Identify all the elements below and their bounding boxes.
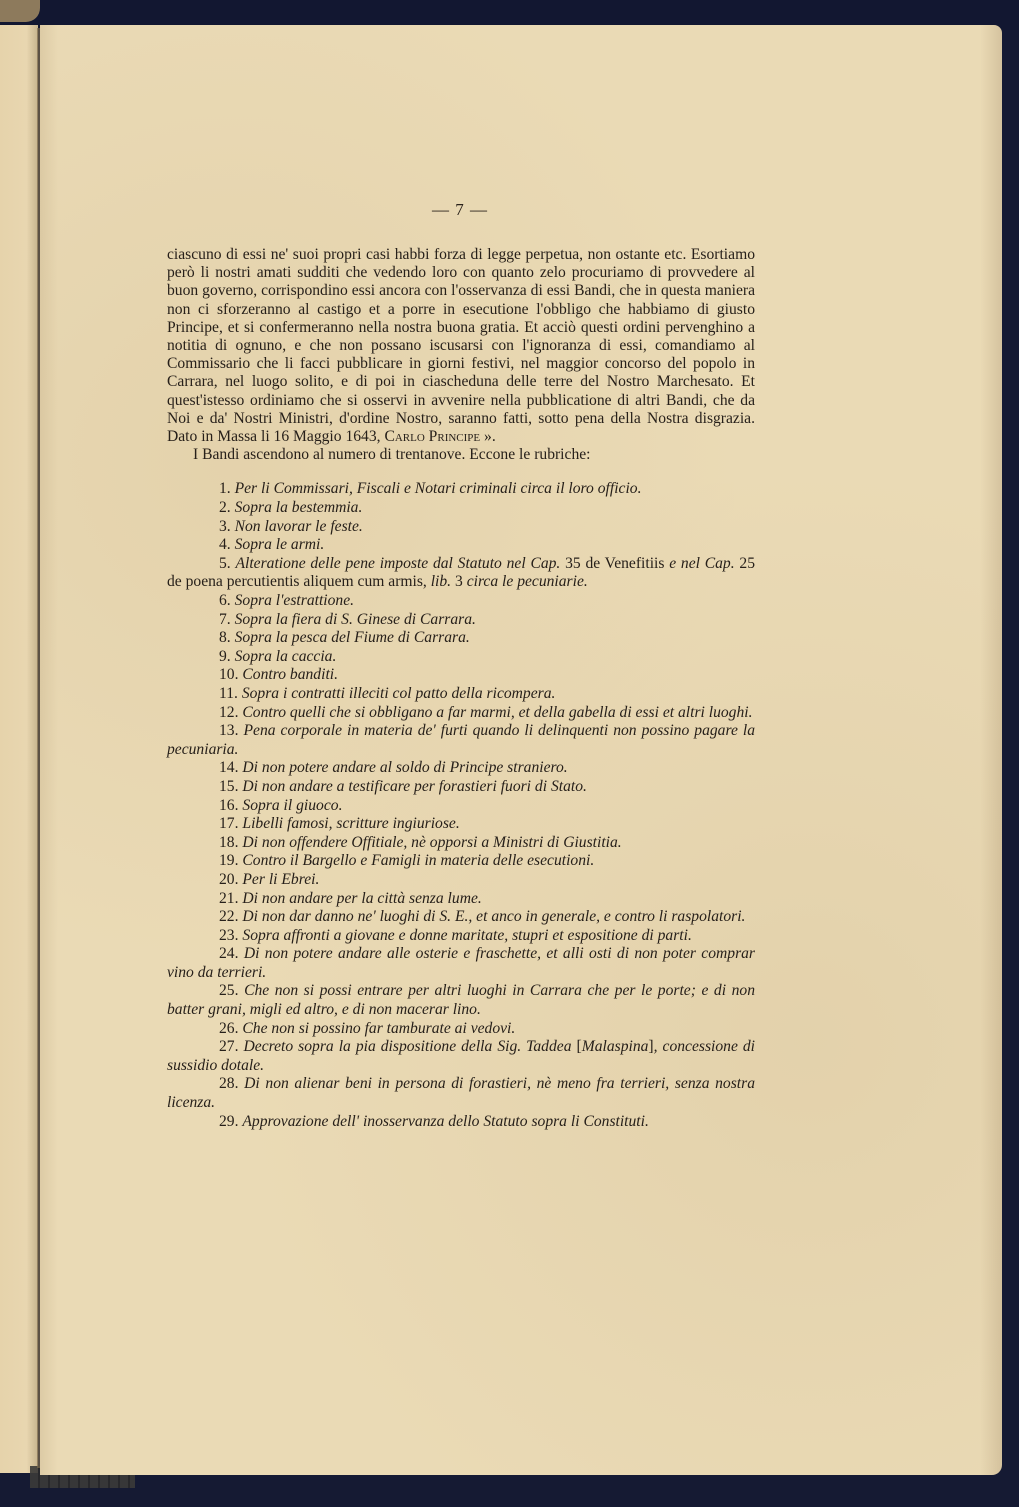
signature: Carlo Principe	[384, 428, 481, 446]
rubrica-number: 21.	[219, 889, 239, 907]
page-body	[167, 246, 755, 1131]
rubrica-number: 4.	[219, 536, 231, 554]
intro-paragraph	[167, 246, 755, 446]
rubrica-text: Di non alienar beni in persona di forastieri, nè meno fra terrieri, senza nostra licenza.	[167, 1075, 755, 1112]
rubrica-item	[167, 499, 755, 518]
rubrica-number: 29.	[219, 1112, 239, 1130]
rubrica-text: Sopra la pesca del Fiume di Carrara.	[234, 629, 470, 647]
rubrica-text: Che non si possino far tamburate ai vedovi.	[242, 1019, 516, 1037]
rubrica-number: 5.	[219, 554, 231, 572]
rubrica-text: Sopra la fiera di S. Ginese di Carrara.	[234, 610, 476, 628]
rubrica-item	[167, 518, 755, 537]
rubrica-text: Libelli famosi, scritture ingiuriose.	[242, 815, 460, 833]
page-number: — 7 —	[432, 200, 488, 219]
rubrica-item	[167, 480, 755, 499]
rubrica-item	[167, 648, 755, 667]
rubrica-text: Sopra il giuoco.	[242, 796, 343, 814]
rubrica-text: 3	[451, 573, 467, 591]
rubrica-item	[167, 666, 755, 685]
rubrica-item	[167, 852, 755, 871]
rubrica-text: Approvazione dell' inosservanza dello Statuto sopra li Constituti.	[242, 1112, 649, 1130]
rubrica-item	[167, 908, 755, 927]
rubrica-item	[167, 1038, 755, 1075]
rubrica-number: 1.	[219, 480, 231, 498]
rubrica-text: Sopra la caccia.	[234, 647, 337, 665]
rubrica-text: Non lavorar le feste.	[234, 517, 363, 535]
rubrica-text: Alteratione delle pene imposte dal Statuto nel Cap.	[235, 554, 561, 572]
rubrica-number: 2.	[219, 499, 231, 517]
rubrica-text: Di non potere andare alle osterie e fraschette, et alli osti di non poter comprar vino da terrieri.	[167, 945, 755, 981]
rubrica-item	[167, 592, 755, 611]
rubrica-number: 16.	[219, 796, 239, 814]
rubrica-number: 20.	[219, 870, 239, 888]
rubrica-item	[167, 945, 755, 982]
rubrica-text: [	[576, 1038, 582, 1056]
rubrica-item	[167, 555, 755, 592]
rubrica-number: 25.	[219, 982, 239, 1000]
rubrica-text: Malaspina	[581, 1038, 649, 1056]
facing-page-edge	[0, 25, 38, 1473]
rubrica-text: Che non si possi entrare per altri luoghi in Carrara che per le porte; e di non batter grani, migli ed altro, e di non macerar lino.	[167, 982, 755, 1019]
rubrica-text: Decreto sopra la pia dispositione della Sig. Taddea	[243, 1038, 577, 1056]
rubrica-number: 13.	[219, 722, 239, 740]
rubrica-text: Di non andare a testificare per forastieri fuori di Stato.	[242, 777, 587, 795]
rubrica-item	[167, 704, 755, 723]
rubrica-text: lib.	[430, 573, 452, 591]
rubrica-item	[167, 536, 755, 555]
rubrica-text: 25 de poena percutientis aliquem cum armis,	[167, 554, 755, 591]
rubrica-text: Sopra l'estrattione.	[234, 592, 355, 609]
rubrica-number: 24.	[219, 945, 239, 963]
rubrica-number: 26.	[219, 1019, 239, 1037]
rubrica-text: Di non offendere Offitiale, nè opporsi a Ministri di Giustitia.	[242, 833, 622, 851]
rubrica-item	[167, 1020, 755, 1039]
rubrica-text: Sopra la bestemmia.	[234, 499, 363, 517]
rubrica-text: Di non dar danno ne' luoghi di S. E., et anco in generale, e contro li raspolatori.	[242, 908, 746, 926]
rubrica-number: 9.	[219, 647, 231, 665]
rubrica-text: Sopra i contratti illeciti col patto della ricompera.	[241, 684, 556, 702]
rubriche-list	[167, 480, 755, 1131]
rubrica-number: 12.	[219, 703, 239, 721]
rubrica-number: 17.	[219, 815, 239, 833]
rubrica-text: Contro quelli che si obbligano a far marmi, et della gabella di essi et altri luoghi.	[242, 703, 753, 721]
rubrica-item	[167, 759, 755, 778]
rubrica-number: 3.	[219, 517, 231, 535]
rubrica-item	[167, 778, 755, 797]
rubrica-text: Pena corporale in materia de' furti quando li delinquenti non possino pagare la pecuniaria.	[167, 722, 755, 758]
rubrica-number: 14.	[219, 759, 239, 777]
rubrica-number: 18.	[219, 833, 239, 851]
rubrica-item	[167, 1113, 755, 1132]
rubrica-number: 28.	[219, 1075, 239, 1093]
rubrica-item	[167, 1075, 755, 1112]
signature-close: ».	[480, 428, 496, 446]
rubrica-number: 15.	[219, 777, 239, 795]
rubrica-number: 27.	[219, 1038, 239, 1056]
rubrica-item	[167, 871, 755, 890]
rubrica-item	[167, 629, 755, 648]
rubrica-item	[167, 611, 755, 630]
rubrica-item	[167, 927, 755, 946]
rubrica-number: 6.	[219, 592, 231, 609]
rubrica-text: Di non andare per la città senza lume.	[242, 889, 482, 907]
rubriche-intro: I Bandi ascendono al numero di trentanove. Eccone le rubriche:	[193, 446, 591, 464]
rubrica-number: 23.	[219, 926, 239, 944]
rubrica-item	[167, 685, 755, 704]
rubrica-number: 11.	[219, 684, 238, 702]
rubrica-text: , concessione di sussidio dotale.	[167, 1038, 756, 1074]
rubrica-text: Sopra le armi.	[234, 536, 325, 554]
rubrica-item	[167, 797, 755, 816]
rubrica-text: Per li Ebrei.	[242, 870, 320, 888]
rubrica-item	[167, 722, 755, 759]
rubrica-item	[167, 815, 755, 834]
rubrica-item	[167, 834, 755, 853]
rubrica-number: 7.	[219, 610, 231, 628]
rubrica-number: 22.	[219, 908, 239, 926]
rubrica-number: 8.	[219, 629, 231, 647]
rubrica-text: Contro banditi.	[242, 666, 339, 684]
rubrica-text: Contro il Bargello e Famigli in materia delle esecutioni.	[242, 852, 595, 870]
rubrica-text: Di non potere andare al soldo di Principe straniero.	[242, 759, 568, 777]
rubrica-text: ]	[648, 1038, 654, 1056]
rubrica-number: 10.	[219, 666, 239, 684]
binding-scrap	[0, 0, 40, 22]
rubrica-text: Per li Commissari, Fiscali e Notari criminali circa il loro officio.	[234, 480, 642, 498]
rubrica-item	[167, 982, 755, 1019]
rubrica-text: Sopra affronti a giovane e donne maritate, stupri et espositione di parti.	[242, 926, 692, 944]
intro-text: ciascuno di essi ne' suoi propri casi habbi forza di legge perpetua, non ostante etc. Esortiamo però li nostri amati sudditi che vedendo loro con quanto zelo procuriamo di provvedere al buon governo, corrispondino essi ancora con l'osservanza di essi Bandi, che in questa maniera non ci sforzeranno al castigo et a porre in esecutione l'obbligo che habbiamo di giusto Principe, et si confermeranno nella nostra buona gratia. Et acciò questi ordini pervenghino a notitia di ognuno, e che non possano iscusarsi con l'ignoranza di essi, comandiamo al Commissario che li facci pubblicare in giorni festivi, nel maggior concorso del popolo in Carrara, nel luogo solito, e di poi in ciascheduna delle terre del Nostro Marchesato. Et quest'istesso ordiniamo che si osservi in avvenire nella pubblicatione di altri Bandi, che da Noi e da' Nostri Ministri, d'ordine Nostro, saranno fatti, sotto pena della Nostra disgrazia. Dato in Massa li 16 Maggio 1643,	[167, 246, 755, 446]
page-gutter	[37, 28, 40, 1468]
rubrica-item	[167, 890, 755, 909]
rubrica-text: e nel Cap.	[669, 554, 735, 572]
rubrica-number: 19.	[219, 852, 239, 870]
rubrica-text: 35 de Venefitiis	[560, 554, 670, 572]
rubrica-text: circa le pecuniarie.	[466, 573, 588, 591]
